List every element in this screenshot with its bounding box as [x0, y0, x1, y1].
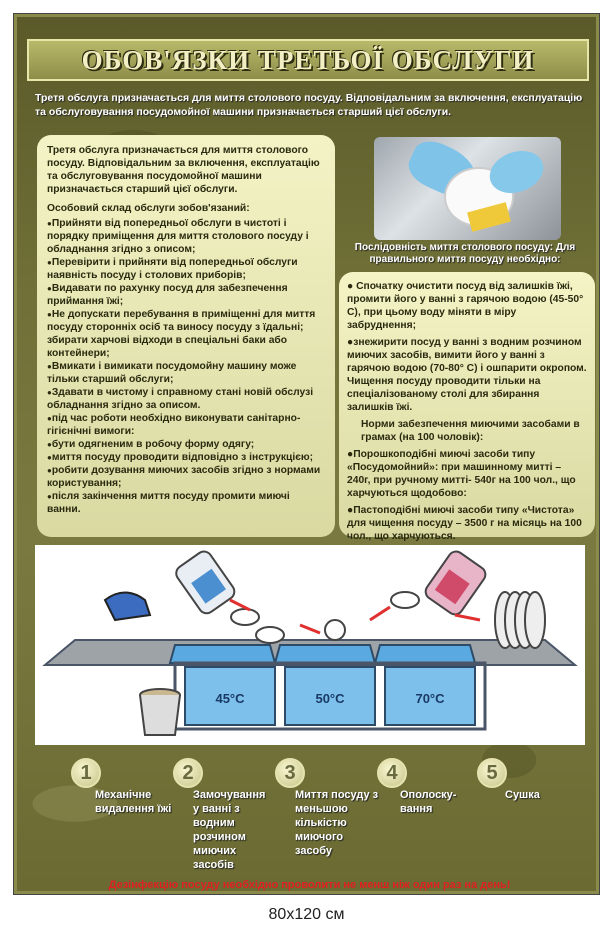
step-number: 2: [173, 758, 203, 788]
poster-board: [14, 14, 599, 894]
step-number: 4: [377, 758, 407, 788]
trash-can-icon: [140, 689, 180, 735]
step-label: Механічне видалення їжі: [95, 789, 172, 815]
duty-item: ● Прийняти від попередньої обслуги в чистоті і порядку приміщення для миття столового посуду і обладнання згідно з описом;: [47, 217, 325, 256]
procedure-item: ●знежирити посуд у ванні з водним розчином миючих засобів, вимити його у ванні з гарячою водою (70-80° С) і ошпарити окропом. Чищення посуду проводити тільки на спеціалізованому столі для збирання залишків їжі.: [347, 337, 587, 413]
duty-item: ● бути одягненим в робочу форму одягу;: [47, 438, 325, 451]
duty-item: ● робити дозування миючих засобів згідно з нормами користування;: [47, 464, 325, 490]
glove-icon: [105, 593, 150, 621]
sink-temperature: 45°C: [215, 691, 245, 706]
procedure-item: ●Порошкоподібні миючі засоби типу «Посудомойний»: при машинному митті – 240г, при ручному митті- 540г на 100 чол., що харчуються щодобово:: [347, 449, 576, 499]
sink-2: [275, 645, 375, 725]
duty-item: ● Перевірити і прийняти від попередньої обслуги наявність посуду і столових приборів;: [47, 256, 325, 282]
disinfection-warning: Дезінфекцію посуду необхідно проволити не менш ніж один раз на день!: [108, 879, 511, 891]
detergent-bottle-icon: [423, 548, 489, 617]
sink-1: [170, 645, 275, 725]
duty-item: ● під час роботи необхідно виконувати санітарно-гігієнічні вимоги:: [47, 412, 325, 438]
poster-size-label: 80x120 см: [268, 906, 345, 923]
procedure-item: ● Спочатку очистити посуд від залишків їжі, промити його у ванні з гарячою водою (45-50° С), при цьому воду міняти в міру забруднення;: [347, 281, 584, 331]
duties-heading: Особовий склад обслуги зобов'язаний:: [47, 203, 250, 214]
dishwashing-photo: [374, 137, 561, 240]
sink-diagram: [35, 545, 585, 745]
washing-process-illustration: [35, 545, 585, 745]
duty-item: ● Здавати в чистому і справному стані новій обслузі обладнання згідно за описом.: [47, 386, 325, 412]
procedure-item: ●Пастоподібні миючі засоби типу «Чистота» для чищення посуду – 3500 г на місяць на 100 чол., що харчуються.: [347, 505, 582, 542]
intro-text: Третя обслуга призначається для миття столового посуду. Відповідальним за включення, експлуатацію та обслуговування посудомойної машини призначається старший цієї обслуги.: [35, 92, 583, 118]
duties-intro: Третя обслуга призначається для миття столового посуду. Відповідальним за включення, експлуатацію та обслуговування посудомойної машини призначається старший цієї обслуги.: [47, 145, 320, 195]
sink-3: [375, 645, 475, 725]
duty-item: ● Не допускати перебування в приміщенні для миття посуду сторонніх осіб та виносу посуду з їдальні; збирати харчові відходи в спеціальні баки або контейнери;: [47, 308, 325, 360]
photo-caption: Послідовність миття столового посуду: Для правильного миття посуду необхідно:: [354, 242, 576, 265]
step-number: 3: [275, 758, 305, 788]
duty-item: ● миття посуду проводити відповідно з інструкцією;: [47, 451, 325, 464]
step-label: Миття посуду з меньшою кількістю миючого засобу: [295, 789, 379, 857]
duty-item: ● Видавати по рахунку посуд для забезпечення приймання їжі;: [47, 282, 325, 308]
steps-row: [17, 752, 599, 872]
sink-temperature: 50°C: [315, 691, 345, 706]
sink-temperature: 70°C: [415, 691, 445, 706]
duty-item: ● після закінчення миття посуду промити миючі ванни.: [47, 490, 325, 516]
step-number: 5: [477, 758, 507, 788]
duties-list: [47, 217, 325, 516]
step-label: Ополоску-вання: [400, 789, 457, 815]
detergent-bottle-icon: [173, 548, 237, 616]
duty-item: ● Вмикати і вимикати посудомойну машину може тільки старший обслуги;: [47, 360, 325, 386]
duties-panel: [37, 135, 335, 537]
poster-title: ОБОВ'ЯЗКИ ТРЕТЬОЇ ОБСЛУГИ: [81, 44, 535, 75]
step-number: 1: [71, 758, 101, 788]
drying-plates: [495, 592, 545, 648]
title-banner: [27, 39, 589, 81]
procedure-panel: [339, 272, 595, 542]
step-label: Замочування у ванні з водним розчином миючих засобів: [193, 789, 266, 871]
procedure-item: Норми забезпечення миючими засобами в грамах (на 100 чоловік):: [361, 419, 580, 443]
step-label: Сушка: [505, 789, 540, 801]
